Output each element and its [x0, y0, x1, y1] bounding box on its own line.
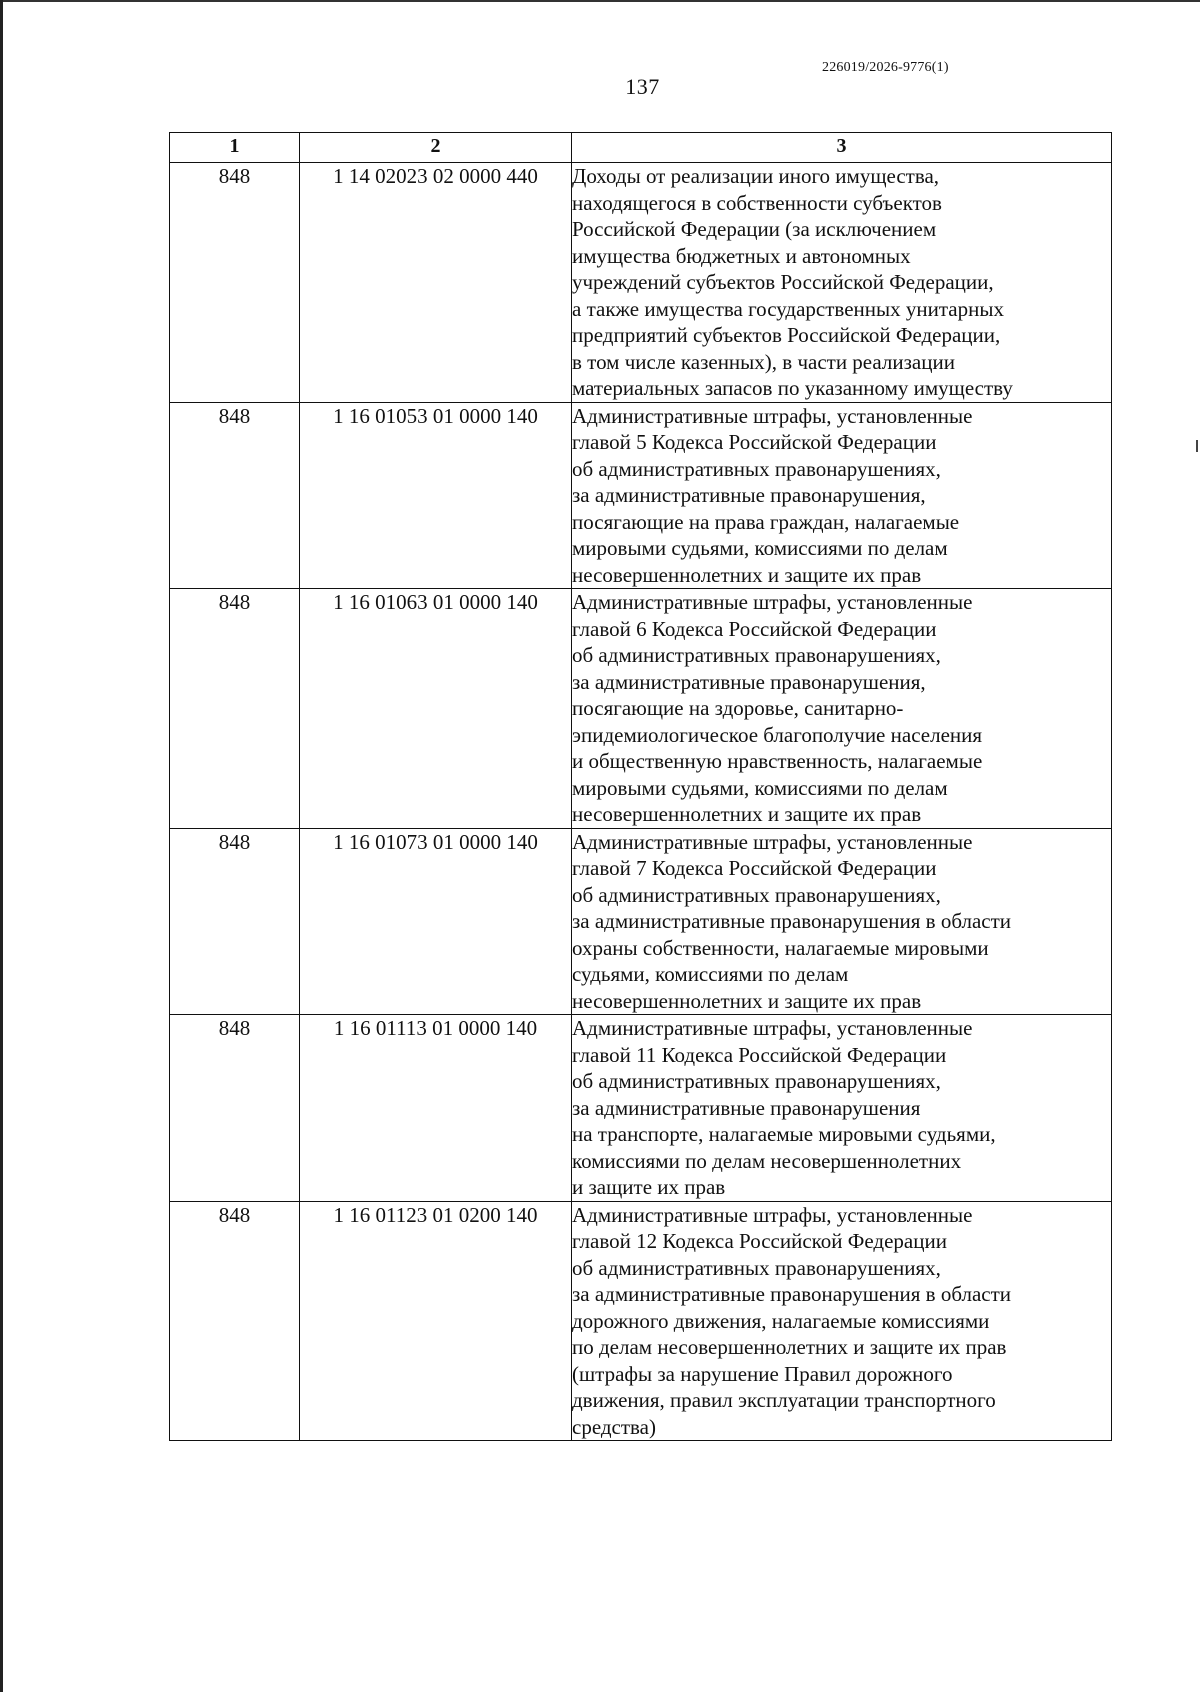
- table-header-row: [170, 133, 1112, 163]
- description-line: и общественную нравственность, налагаемые: [572, 749, 983, 773]
- description-line: охраны собственности, налагаемые мировыми: [572, 935, 989, 960]
- description-line: судьями, комиссиями по делам: [572, 962, 849, 986]
- table-row: [170, 1015, 1112, 1202]
- table-row: [170, 828, 1112, 1015]
- description-line: Доходы от реализации иного имущества,: [572, 164, 940, 188]
- description-line: об административных правонарушениях,: [572, 1255, 941, 1280]
- description-line: за административные правонарушения: [572, 1095, 921, 1120]
- table-row: [170, 402, 1112, 589]
- admin-code-cell: 848: [170, 828, 300, 1015]
- description-line: мировыми судьями, комиссиями по делам: [572, 775, 948, 800]
- kbk-code-cell: 1 16 01063 01 0000 140: [300, 589, 572, 829]
- description-line: и защите их прав: [572, 1175, 726, 1199]
- description-line: главой 11 Кодекса Российской Федерации: [572, 1042, 947, 1067]
- description-cell: [572, 1015, 1112, 1202]
- description-line: средства): [572, 1414, 656, 1439]
- description-line: Российской Федерации (за исключением: [572, 217, 937, 241]
- kbk-code-cell: 1 14 02023 02 0000 440: [300, 163, 572, 403]
- description-line: посягающие на права граждан, налагаемые: [572, 509, 960, 534]
- description-line: за административные правонарушения в области: [572, 909, 1012, 933]
- table-row: [170, 163, 1112, 403]
- table-body: [170, 163, 1112, 1441]
- description-line: главой 6 Кодекса Российской Федерации: [572, 616, 937, 641]
- description-line: об административных правонарушениях,: [572, 882, 941, 907]
- description-cell: [572, 402, 1112, 589]
- description-line: Административные штрафы, установленные: [572, 590, 973, 614]
- description-line: (штрафы за нарушение Правил дорожного: [572, 1361, 953, 1386]
- description-line: в том числе казенных), в части реализации: [572, 349, 955, 374]
- table-row: [170, 589, 1112, 829]
- description-line: дорожного движения, налагаемые комиссиями: [572, 1308, 990, 1333]
- revenue-table: [169, 132, 1112, 1441]
- description-line: главой 12 Кодекса Российской Федерации: [572, 1229, 947, 1253]
- document-id: 226019/2026-9776(1): [822, 60, 949, 75]
- description-line: предприятий субъектов Российской Федерации,: [572, 323, 1001, 347]
- description-line: несовершеннолетних и защите их прав: [572, 802, 922, 826]
- description-line: эпидемиологическое благополучие населения: [572, 722, 983, 747]
- description-line: материальных запасов по указанному имуществу: [572, 376, 1013, 400]
- admin-code-cell: 848: [170, 589, 300, 829]
- scan-left-edge: [0, 0, 3, 1692]
- description-line: учреждений субъектов Российской Федерации,: [572, 270, 994, 294]
- description-line: главой 5 Кодекса Российской Федерации: [572, 430, 937, 454]
- column-header-3: 3: [572, 133, 1112, 163]
- description-line: несовершеннолетних и защите их прав: [572, 562, 922, 587]
- scan-right-mark: [1196, 440, 1198, 452]
- description-cell: [572, 1201, 1112, 1441]
- admin-code-cell: 848: [170, 163, 300, 403]
- description-line: Административные штрафы, установленные: [572, 829, 973, 854]
- scan-top-edge: [0, 0, 1200, 2]
- column-header-1: 1: [170, 133, 300, 163]
- description-cell: [572, 163, 1112, 403]
- description-line: главой 7 Кодекса Российской Федерации: [572, 856, 937, 880]
- table-row: [170, 1201, 1112, 1441]
- description-line: по делам несовершеннолетних и защите их прав: [572, 1335, 1007, 1359]
- description-line: об административных правонарушениях,: [572, 643, 941, 667]
- description-cell: [572, 589, 1112, 829]
- admin-code-cell: 848: [170, 1201, 300, 1441]
- kbk-code-cell: 1 16 01123 01 0200 140: [300, 1201, 572, 1441]
- column-header-2: 2: [300, 133, 572, 163]
- description-line: имущества бюджетных и автономных: [572, 243, 911, 268]
- description-line: несовершеннолетних и защите их прав: [572, 988, 922, 1013]
- description-line: за административные правонарушения в области: [572, 1282, 1012, 1306]
- description-line: об административных правонарушениях,: [572, 1069, 941, 1093]
- description-line: мировыми судьями, комиссиями по делам: [572, 536, 948, 560]
- description-line: Административные штрафы, установленные: [572, 1202, 973, 1227]
- page-number: 137: [625, 74, 660, 99]
- description-line: посягающие на здоровье, санитарно-: [572, 696, 904, 720]
- description-line: Административные штрафы, установленные: [572, 1016, 973, 1040]
- kbk-code-cell: 1 16 01053 01 0000 140: [300, 402, 572, 589]
- description-cell: [572, 828, 1112, 1015]
- description-line: Административные штрафы, установленные: [572, 403, 973, 428]
- description-line: за административные правонарушения,: [572, 483, 926, 507]
- description-line: движения, правил эксплуатации транспортного: [572, 1388, 996, 1412]
- kbk-code-cell: 1 16 01073 01 0000 140: [300, 828, 572, 1015]
- description-line: за административные правонарушения,: [572, 669, 926, 694]
- description-line: комиссиями по делам несовершеннолетних: [572, 1148, 962, 1173]
- description-line: находящегося в собственности субъектов: [572, 190, 942, 215]
- admin-code-cell: 848: [170, 1015, 300, 1202]
- kbk-code-cell: 1 16 01113 01 0000 140: [300, 1015, 572, 1202]
- admin-code-cell: 848: [170, 402, 300, 589]
- description-line: на транспорте, налагаемые мировыми судьями,: [572, 1122, 996, 1146]
- description-line: а также имущества государственных унитарных: [572, 296, 1004, 321]
- description-line: об административных правонарушениях,: [572, 456, 941, 481]
